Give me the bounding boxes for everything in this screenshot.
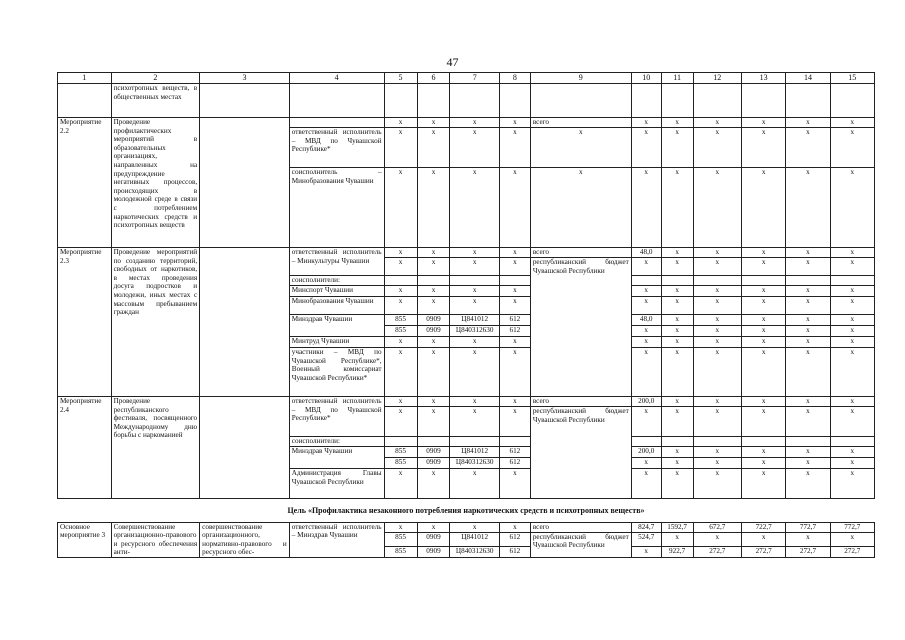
table-row: х х х х республиканский бюджет Чувашской Республики х х х х х х bbox=[58, 258, 875, 276]
table-row: Мероприятие 2.2 Проведение профилактических мероприятий в образовательных организациях, направленных на предупреждение негативных процессов, происходящих в молодежной среде в связи с потреблением наркотических средств и психотропных веществ х х х х всего х х х х х х bbox=[58, 118, 875, 128]
measure-goal: совершенствование организационного, нормативно-правового и ресурсного обес- bbox=[200, 522, 290, 557]
co-executor: Минспорт Чувашии bbox=[289, 286, 384, 297]
funding-source: всего bbox=[530, 522, 631, 532]
measure-name: Проведение республиканского фестиваля, посвященного Международному дню борьбы с наркоманией bbox=[111, 397, 200, 499]
column-number: 9 bbox=[530, 73, 631, 84]
column-number: 8 bbox=[499, 73, 530, 84]
column-number: 14 bbox=[786, 73, 830, 84]
co-executor: соисполнитель – Минобразования Чувашии bbox=[289, 168, 384, 248]
table-row: Мероприятие 2.3 Проведение мероприятий по созданию территорий, свободных от наркотиков, в местах проведения досуга подростков и молодежи, иных местах с массовым пребыванием граждан ответственный исполнитель – Минкультуры Чувашии х х х х всего 48,0 х х х х х bbox=[58, 248, 875, 258]
co-executor: Минобразования Чувашии bbox=[289, 297, 384, 315]
measure-code: Мероприятие 2.3 bbox=[58, 248, 112, 397]
column-number: 10 bbox=[631, 73, 661, 84]
table-row: Минспорт Чувашии х х х х х х х х х х bbox=[58, 286, 875, 297]
column-number: 4 bbox=[289, 73, 384, 84]
funding-source: республиканский бюджет Чувашской Республики bbox=[530, 407, 631, 499]
measure-code: Мероприятие 2.2 bbox=[58, 118, 112, 248]
column-number: 5 bbox=[384, 73, 417, 84]
table-row: 855 0909 Ц841012 612 республиканский бюджет Чувашской Республики 524,7 х х х х х bbox=[58, 532, 875, 546]
measure-code: Мероприятие 2.4 bbox=[58, 397, 112, 499]
column-number-row bbox=[58, 73, 875, 84]
table-row: ответственный исполнитель – МВД по Чувашской Республике* х х х х х х х х х х х bbox=[58, 128, 875, 168]
table-row: соисполнитель – Минобразования Чувашии х х х х х х х х х х х bbox=[58, 168, 875, 248]
table-row: 855 0909 Ц840312630 612 х х х х х х bbox=[58, 458, 875, 469]
column-number: 2 bbox=[111, 73, 200, 84]
table-row: 855 0909 Ц840312630 612 х х х х х х bbox=[58, 326, 875, 337]
measure-code: Основное мероприятие 3 bbox=[58, 522, 112, 557]
goal-row bbox=[58, 499, 875, 523]
column-number: 6 bbox=[417, 73, 450, 84]
co-executor: Минтруд Чувашии bbox=[289, 337, 384, 348]
column-number: 7 bbox=[450, 73, 499, 84]
column-number: 12 bbox=[693, 73, 741, 84]
table-row: Минздрав Чувашии 855 0909 Ц841012 612 48,0 х х х х х bbox=[58, 315, 875, 326]
measure-name: Совершенствование организационно-правового и ресурсного обеспечения анти- bbox=[111, 522, 200, 557]
column-number: 1 bbox=[58, 73, 112, 84]
executor: ответственный исполнитель – МВД по Чувашской Республике* bbox=[289, 397, 384, 437]
table-row: х х х х республиканский бюджет Чувашской Республики х х х х х х bbox=[58, 407, 875, 437]
page-number: 47 bbox=[446, 55, 459, 69]
co-executors-label: соисполнители: bbox=[289, 437, 384, 447]
column-number: 13 bbox=[742, 73, 786, 84]
co-executor: Минздрав Чувашии bbox=[289, 447, 384, 469]
column-number: 3 bbox=[200, 73, 290, 84]
executor: ответственный исполнитель – МВД по Чувашской Республике* bbox=[289, 128, 384, 168]
table-row: Минтруд Чувашии х х х х х х х х х х bbox=[58, 337, 875, 348]
funding-source: республиканский бюджет Чувашской Республики bbox=[530, 532, 631, 557]
goal-heading: Цель «Профилактика незаконного потребления наркотических средств и психотропных веществ» bbox=[287, 506, 645, 515]
table-row: Основное мероприятие 3 Совершенствование организационно-правового и ресурсного обеспечения анти- совершенствование организационного, нормативно-правового и ресурсного обес- ответственный исполнитель – Минздрав Чувашии х х х х всего 824,7 1592,7 672,7 722,7 772,7 772,7 bbox=[58, 522, 875, 532]
measure-name: Проведение профилактических мероприятий в образовательных организациях, направленных на предупреждение негативных процессов, происходящих в молодежной среде в связи с потреблением наркотических средств и психотропных веществ bbox=[111, 118, 200, 248]
table-row: 855 0909 Ц840312630 612 х 922,7 272,7 272,7 272,7 272,7 bbox=[58, 546, 875, 557]
table-row: Администрация Главы Чувашской Республики х х х х х х х х х х bbox=[58, 469, 875, 499]
executor: ответственный исполнитель – Минздрав Чувашии bbox=[289, 522, 384, 557]
table-row: Минздрав Чувашии 855 0909 Ц841012 612 200,0 х х х х х bbox=[58, 447, 875, 458]
funding-source: всего bbox=[530, 118, 631, 128]
co-executor: Минздрав Чувашии bbox=[289, 315, 384, 337]
table-row bbox=[58, 84, 875, 118]
participants: участники – МВД по Чувашской Республике*, Военный комиссариат Чувашской Республики* bbox=[289, 348, 384, 397]
column-number: 11 bbox=[661, 73, 693, 84]
measure-name: Проведение мероприятий по созданию территорий, свободных от наркотиков, в местах проведения досуга подростков и молодежи, иных местах с массовым пребыванием граждан bbox=[111, 248, 200, 397]
funding-source: всего bbox=[530, 248, 631, 258]
measure-name-continued: психотропных веществ, в общественных местах bbox=[111, 84, 200, 118]
table-row: участники – МВД по Чувашской Республике*, Военный комиссариат Чувашской Республики* х х х х х х х х х х bbox=[58, 348, 875, 397]
executor: ответственный исполнитель – Минкультуры Чувашии bbox=[289, 248, 384, 276]
table-row: Мероприятие 2.4 Проведение республиканского фестиваля, посвященного Международному дню борьбы с наркоманией ответственный исполнитель – МВД по Чувашской Республике* х х х х всего 200,0 х х х х х bbox=[58, 397, 875, 407]
funding-source: всего bbox=[530, 397, 631, 407]
budget-table bbox=[57, 72, 875, 558]
funding-source: республиканский бюджет Чувашской Республики bbox=[530, 258, 631, 397]
column-number: 15 bbox=[830, 73, 874, 84]
table-row: Минобразования Чувашии х х х х х х х х х х bbox=[58, 297, 875, 315]
co-executor: Администрация Главы Чувашской Республики bbox=[289, 469, 384, 499]
co-executors-label: соисполнители: bbox=[289, 276, 384, 286]
